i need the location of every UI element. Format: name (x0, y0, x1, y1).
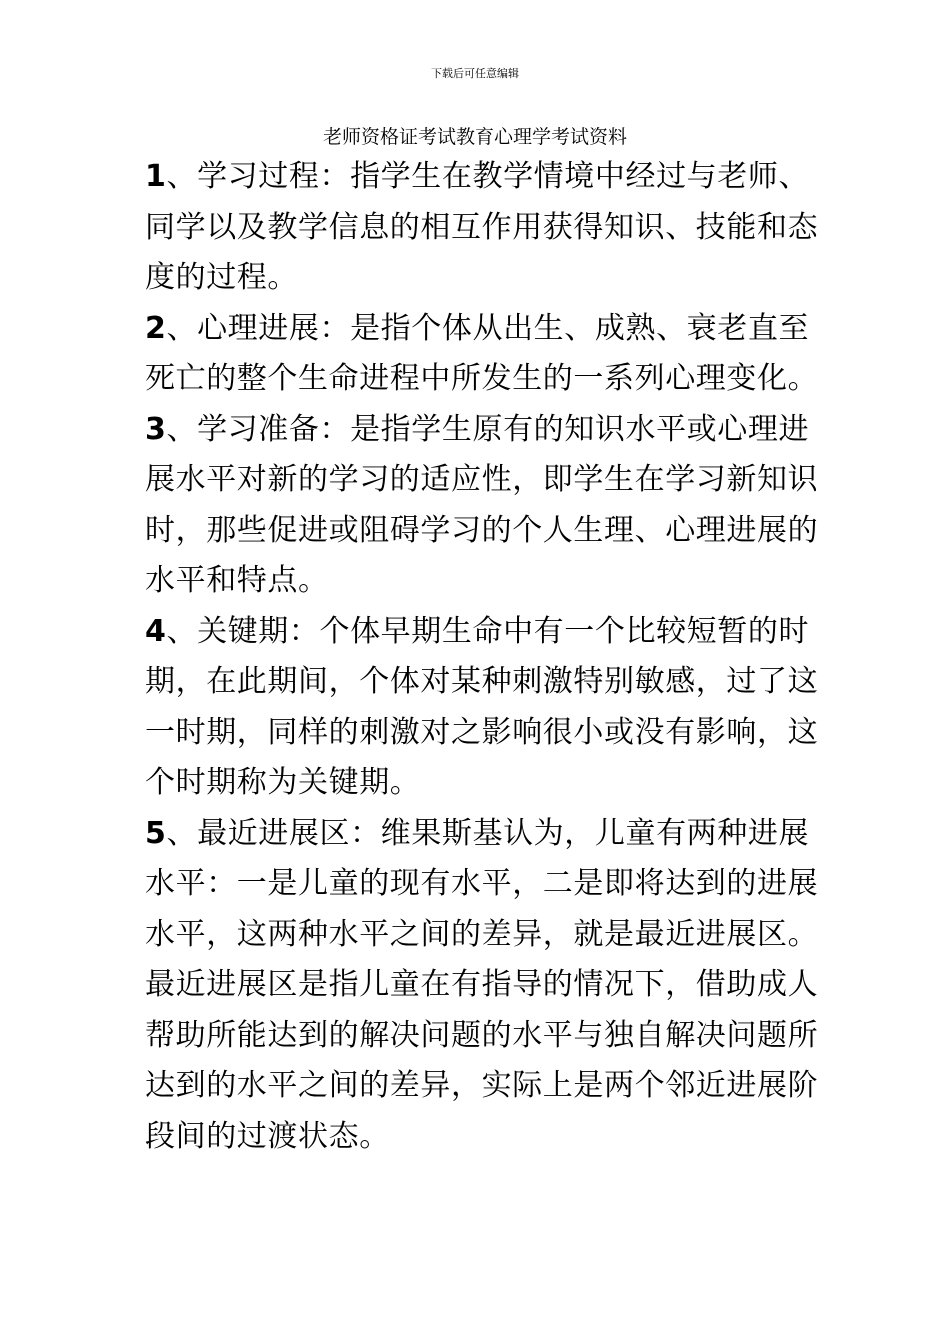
header-note: 下载后可任意编辑 (431, 67, 519, 80)
entry-number: 5 (145, 815, 167, 851)
definition-entry-2 (145, 304, 835, 405)
entry-number: 1 (145, 159, 167, 194)
entry-text: 、学习过程：指学生在教学情境中经过与老师、同学以及教学信息的相互作用获得知识、技能和态度的过程。 (145, 159, 819, 295)
entry-number: 2 (145, 310, 167, 346)
entry-text: 、关键期：个体早期生命中有一个比较短暂的时期，在此期间，个体对某种刺激特别敏感，过了这一时期，同样的刺激对之影响很小或没有影响，这个时期称为关键期。 (145, 613, 819, 800)
entry-number: 3 (145, 411, 167, 447)
entry-text: 、最近进展区：维果斯基认为，儿童有两种进展水平：一是儿童的现有水平，二是即将达到的进展水平，这两种水平之间的差异，就是最近进展区。最近进展区是指儿童在有指导的情况下，借助成人帮助所能达到的解决问题的水平与独自解决问题所达到的水平之间的差异，实际上是两个邻近进展阶段间的过渡状态。 (145, 815, 819, 1154)
entry-text: 、学习准备：是指学生原有的知识水平或心理进展水平对新的学习的适应性，即学生在学习新知识时，那些促进或阻碍学习的个人生理、心理进展的水平和特点。 (145, 411, 819, 598)
definition-entry-1 (145, 152, 835, 304)
document-title: 老师资格证考试教育心理学考试资料 (322, 126, 627, 148)
document-body (145, 152, 835, 1162)
entry-number: 4 (145, 613, 167, 649)
entry-text: 、心理进展：是指个体从出生、成熟、衰老直至死亡的整个生命进程中所发生的一系列心理变化。 (145, 310, 819, 396)
definition-entry-5 (145, 809, 835, 1163)
definition-entry-3 (145, 405, 835, 607)
definition-entry-4 (145, 607, 835, 809)
